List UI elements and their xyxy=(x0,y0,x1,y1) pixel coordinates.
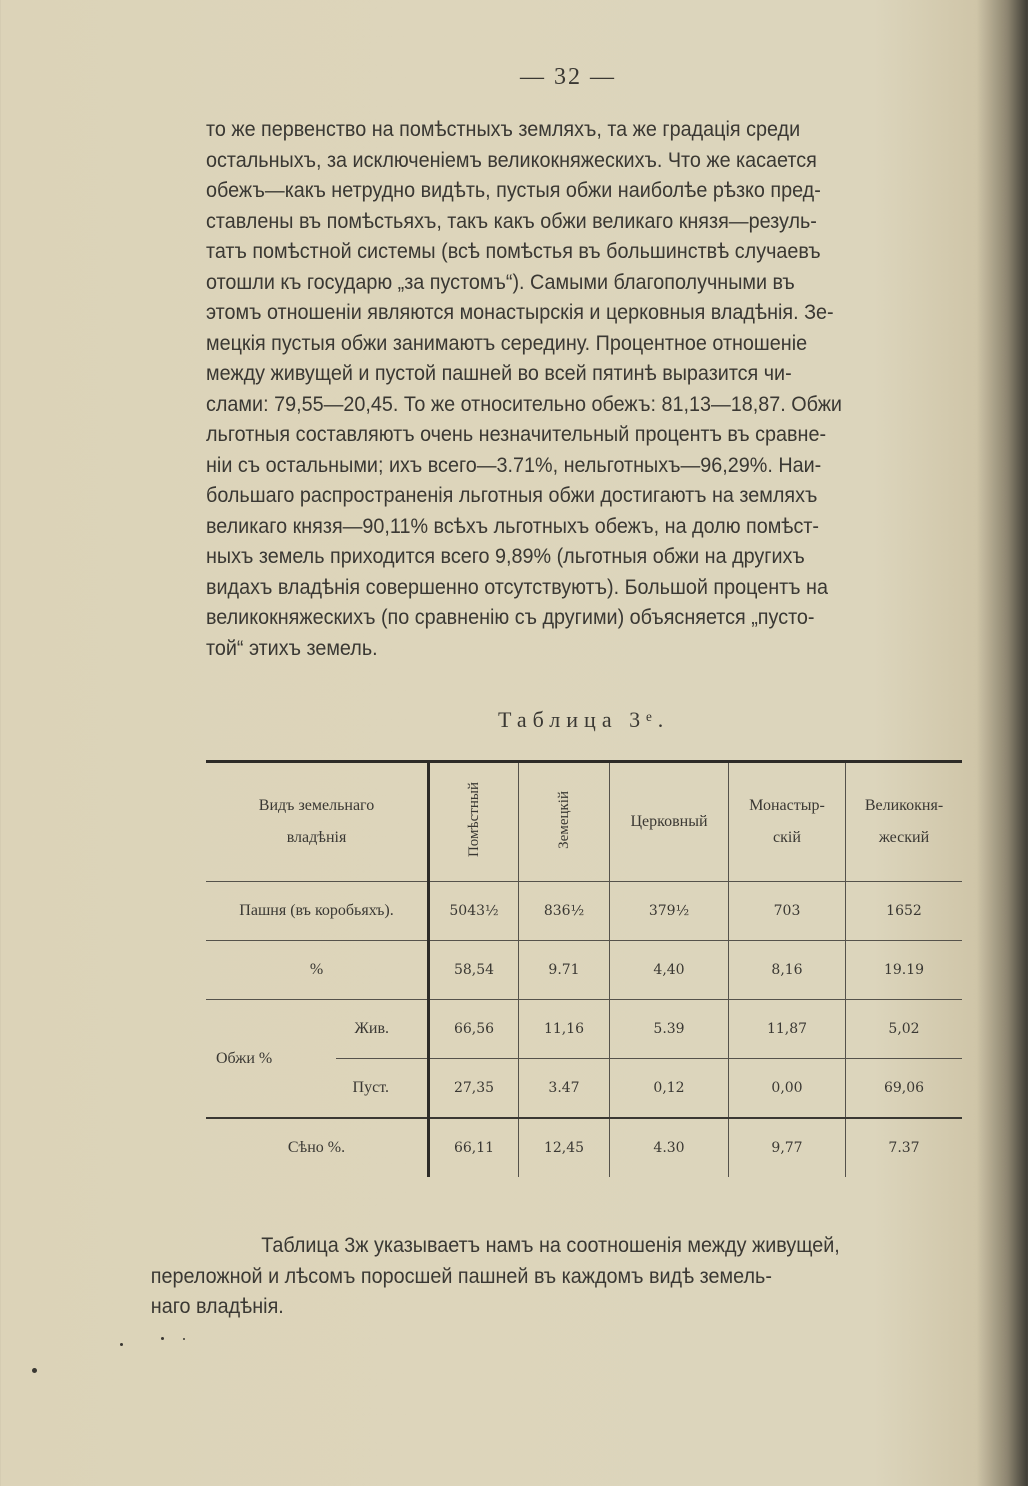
cell: 3.47 xyxy=(519,1059,610,1119)
header-monastyrsky xyxy=(729,762,846,882)
header-ownership-type xyxy=(206,762,429,882)
table-row xyxy=(206,941,962,1000)
cell: 66,56 xyxy=(429,1000,519,1059)
row-group-label: Обжи % xyxy=(206,1000,336,1119)
cell: 4.30 xyxy=(610,1118,729,1177)
table-title: Таблица 3ᵉ. xyxy=(498,707,670,732)
paragraph-2 xyxy=(150,1230,964,1322)
text-line: ніи съ остальными; ихъ всего—3.71%, нельготныхъ—96,29%. Наи- xyxy=(206,452,822,477)
header-text: Земецкій xyxy=(555,790,572,849)
header-text: жеский xyxy=(878,829,930,846)
text-line: ныхъ земель приходится всего 9,89% (льготныя обжи на другихъ xyxy=(206,544,805,568)
text-line: то же первенство на помѣстныхъ земляхъ, та же градація среди xyxy=(206,117,801,141)
text-line: той“ этихъ земель. xyxy=(206,635,378,660)
cell: 5043½ xyxy=(429,882,519,941)
cell: 0,12 xyxy=(610,1059,729,1119)
header-text: владѣнія xyxy=(286,829,347,846)
text-line: остальныхъ, за исключеніемъ великокняжескихъ. Что же касается xyxy=(206,147,817,172)
cell: 5,02 xyxy=(846,1000,963,1059)
row-label: Жив. xyxy=(336,1000,429,1059)
header-text: Помѣстный xyxy=(465,781,482,858)
header-text: Великокня- xyxy=(864,797,944,814)
text-line: льготныя составляютъ очень незначительный процентъ въ сравне- xyxy=(206,422,827,446)
row-label: Пашня (въ коробьяхъ). xyxy=(206,882,429,941)
row-label: Сѣно %. xyxy=(206,1118,429,1177)
header-text: Монастыр- xyxy=(749,797,825,814)
cell: 0,00 xyxy=(729,1059,846,1119)
text-line: татъ помѣстной системы (всѣ помѣстья въ большинствѣ случаевъ xyxy=(206,239,821,263)
cell: 379½ xyxy=(610,882,729,941)
cell: 12,45 xyxy=(519,1118,610,1177)
header-text: Видъ земельнаго xyxy=(258,797,375,814)
text-line: великокняжескихъ (по сравненію съ другими) объясняется „пусто- xyxy=(206,605,815,629)
cell: 66,11 xyxy=(429,1118,519,1177)
page-number-text: — 32 — xyxy=(520,64,616,90)
cell: 11,16 xyxy=(519,1000,610,1059)
cell: 1652 xyxy=(846,882,963,941)
paper-speck xyxy=(161,1337,164,1340)
header-text: скій xyxy=(773,829,801,846)
table-row xyxy=(206,1000,962,1059)
cell: 9,77 xyxy=(729,1118,846,1177)
text-line: переложной и лѣсомъ поросшей пашней въ каждомъ видѣ земель- xyxy=(150,1263,772,1288)
paper-speck xyxy=(183,1338,185,1340)
text-line: наго владѣнія. xyxy=(150,1294,284,1318)
cell: 27,35 xyxy=(429,1059,519,1119)
text-line: великаго князя—90,11% всѣхъ льготныхъ обежъ, на долю помѣст- xyxy=(206,513,820,538)
text-line: этомъ отношеніи являются монастырскія и церковныя владѣнія. Зе- xyxy=(206,300,834,324)
text-line: отошли къ государю „за пустомъ“). Самыми благополучными въ xyxy=(206,269,795,294)
paper-speck xyxy=(120,1343,123,1346)
text-line: мецкія пустыя обжи занимаютъ середину. Процентное отношеніе xyxy=(206,330,808,355)
cell: 703 xyxy=(729,882,846,941)
cell: 5.39 xyxy=(610,1000,729,1059)
text-line: ставлены въ помѣстьяхъ, такъ какъ обжи великаго князя—резуль- xyxy=(206,208,817,233)
text-line: видахъ владѣнія совершенно отсутствуютъ). Большой процентъ на xyxy=(206,574,828,599)
paragraph-1 xyxy=(206,114,964,663)
row-label: Пуст. xyxy=(336,1059,429,1119)
table-row xyxy=(206,882,962,941)
cell: 4,40 xyxy=(610,941,729,1000)
table-header-row xyxy=(206,762,962,882)
cell: 836½ xyxy=(519,882,610,941)
header-pomestny xyxy=(429,762,519,882)
text-line: Таблица 3ж указываетъ намъ на соотношенія между живущей, xyxy=(261,1233,840,1257)
cell: 9.71 xyxy=(519,941,610,1000)
text-line: слами: 79,55—20,45. То же относительно обежъ: 81,13—18,87. Обжи xyxy=(206,391,842,416)
cell: 11,87 xyxy=(729,1000,846,1059)
text-line: большаго распространенія льготныя обжи достигаютъ на земляхъ xyxy=(206,483,818,507)
table-row xyxy=(206,1118,962,1177)
cell: 69,06 xyxy=(846,1059,963,1119)
row-label: % xyxy=(206,941,429,1000)
text-line: обежъ—какъ нетрудно видѣть, пустыя обжи наиболѣе рѣзко пред- xyxy=(206,178,821,202)
cell: 19.19 xyxy=(846,941,963,1000)
text-line: между живущей и пустой пашней во всей пятинѣ выразится чи- xyxy=(206,361,792,385)
cell: 58,54 xyxy=(429,941,519,1000)
cell: 7.37 xyxy=(846,1118,963,1177)
header-zemetsky xyxy=(519,762,610,882)
cell: 8,16 xyxy=(729,941,846,1000)
land-ownership-table xyxy=(206,760,962,1177)
header-velikoknyazhesky xyxy=(846,762,963,882)
header-tserkovny xyxy=(610,762,729,882)
header-text: Церковный xyxy=(630,813,708,830)
paper-speck xyxy=(32,1368,37,1373)
